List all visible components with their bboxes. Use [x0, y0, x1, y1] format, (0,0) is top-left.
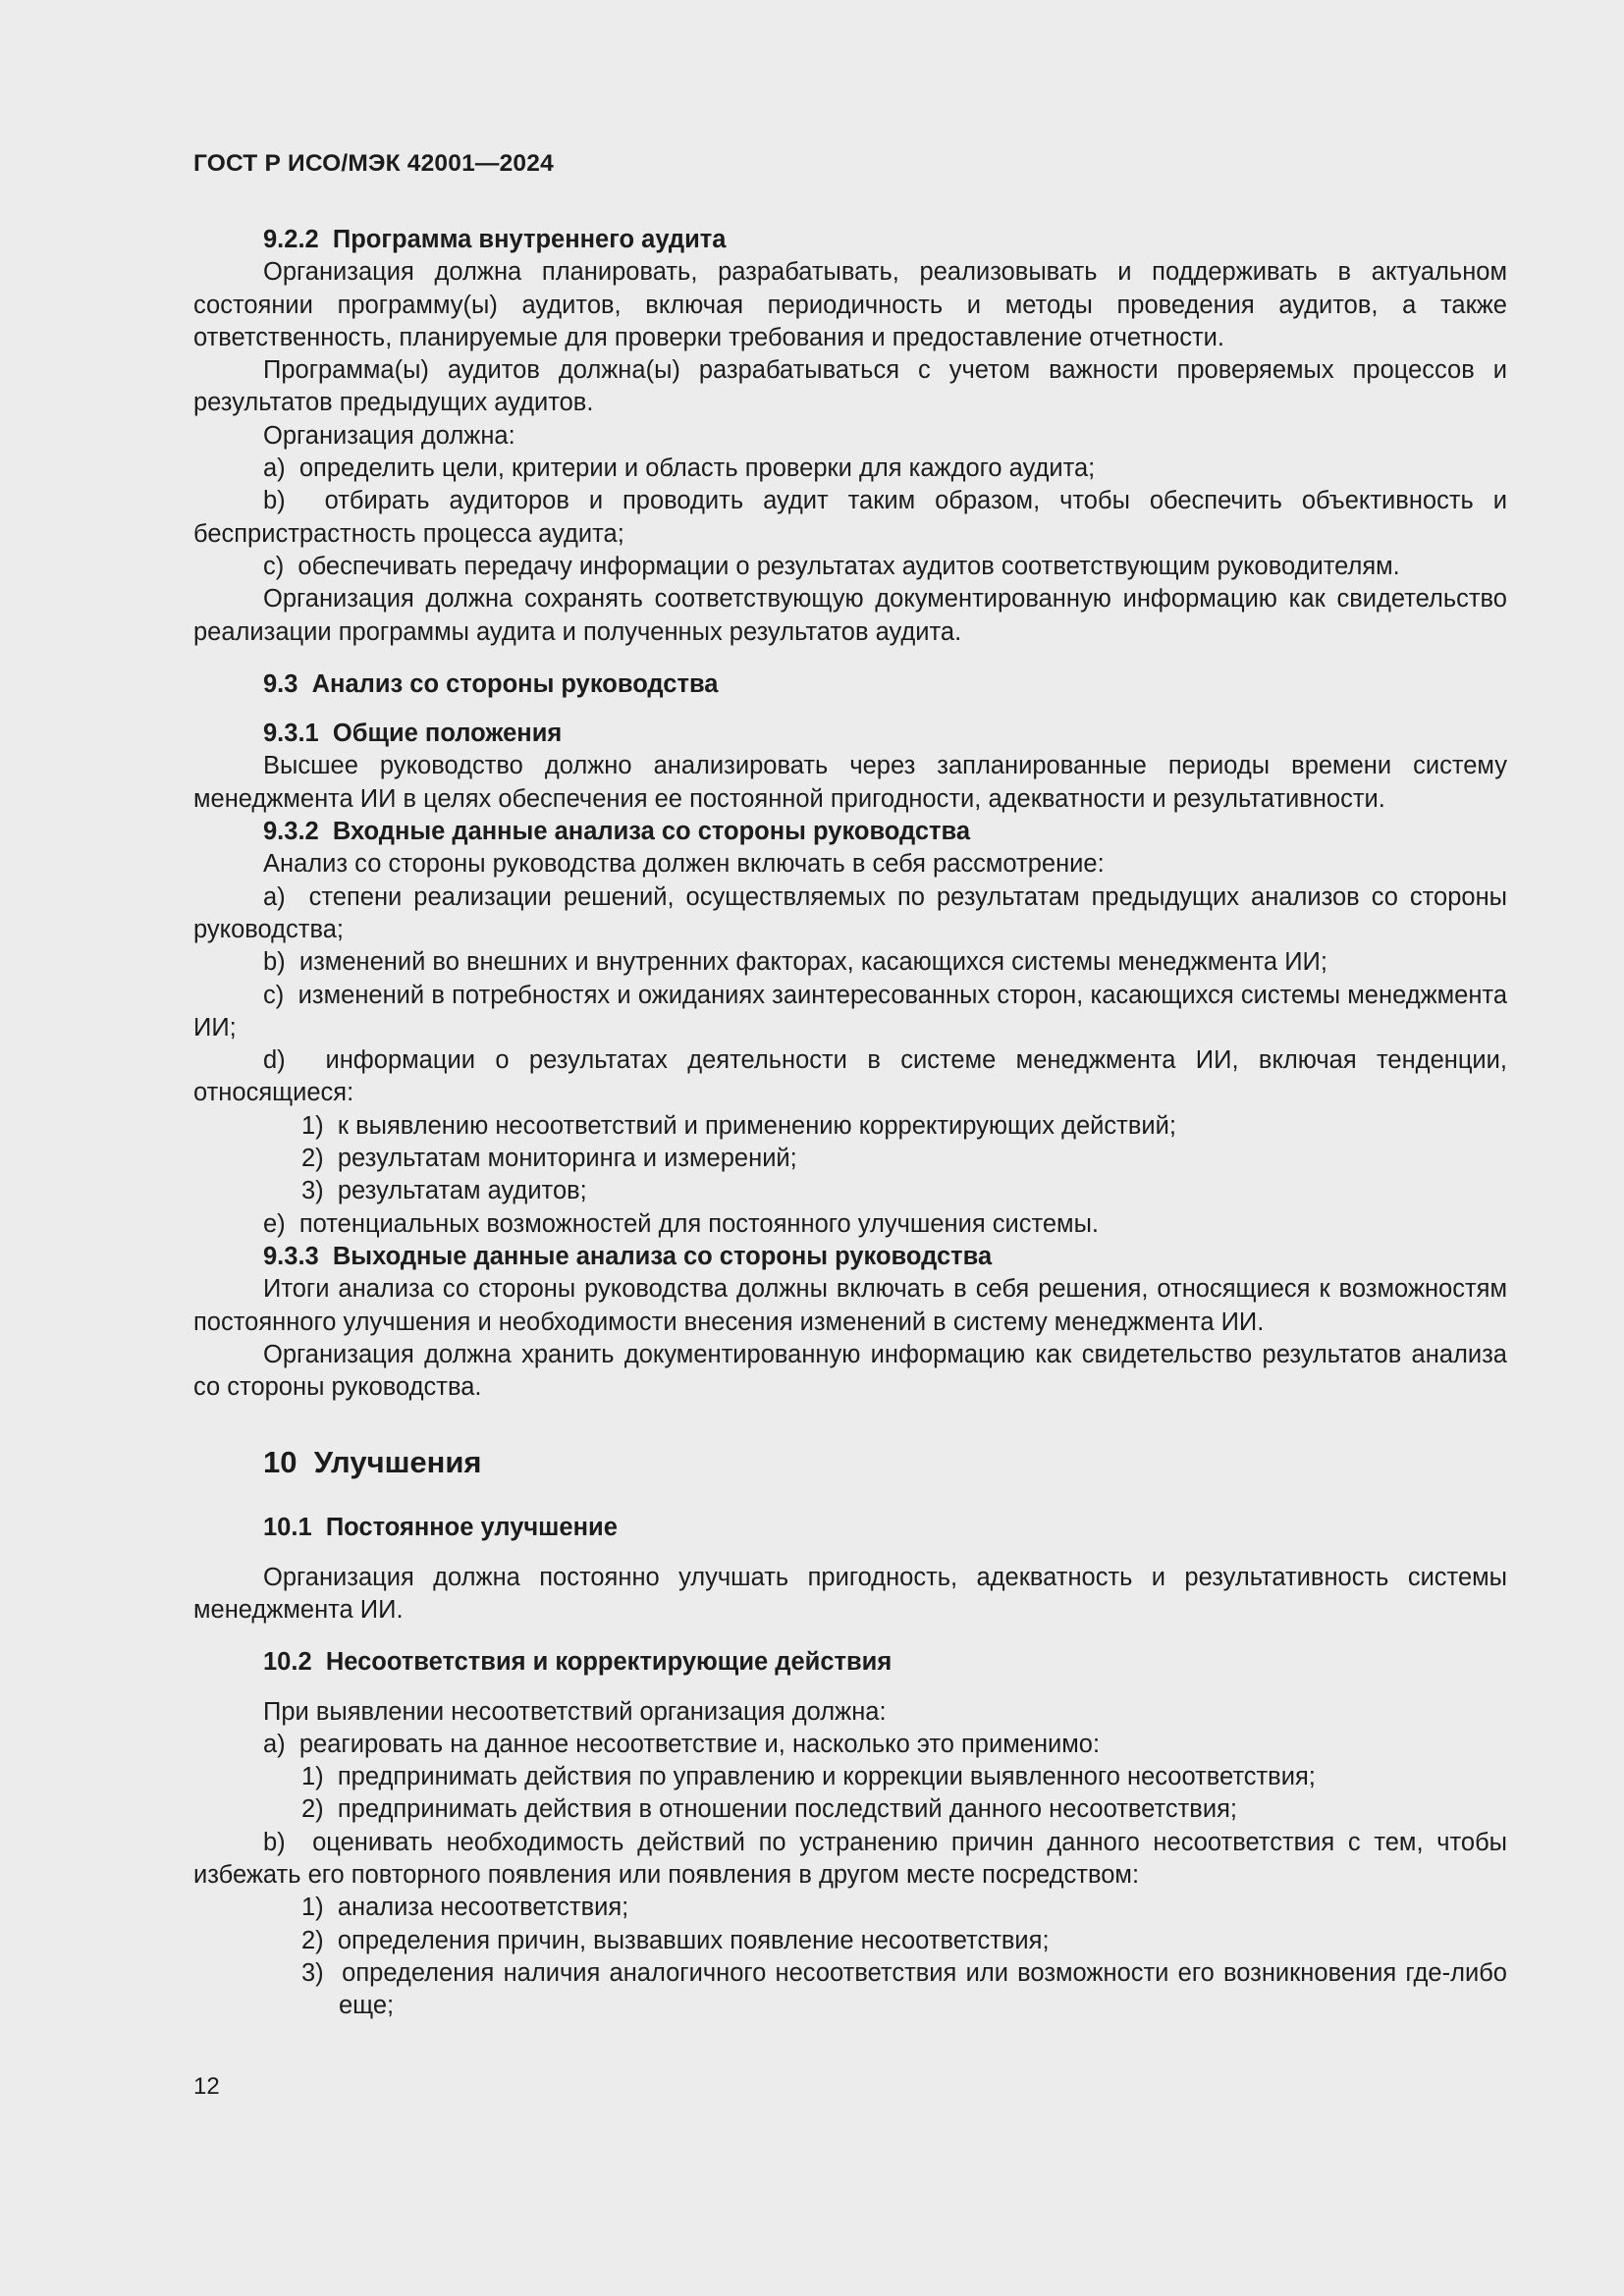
- heading-text: Общие положения: [332, 720, 563, 748]
- sub-list-item: [193, 1761, 1507, 1793]
- heading-text: Выходные данные анализа со стороны руководства: [332, 1242, 993, 1270]
- list-item: [193, 1827, 1507, 1893]
- list-item: [193, 980, 1507, 1045]
- list-marker: 3): [301, 1177, 324, 1205]
- heading-text: Постоянное улучшение: [325, 1514, 618, 1542]
- heading-text: Входные данные анализа со стороны руководства: [332, 818, 971, 846]
- paragraph: Организация должна постоянно улучшать пригодность, адекватность и результативность системы менеджмента ИИ.: [193, 1563, 1507, 1624]
- list-marker: 2): [301, 1926, 324, 1954]
- list-marker: 1): [301, 1111, 324, 1140]
- list-marker: a): [263, 1730, 286, 1758]
- list-marker: a): [263, 454, 286, 483]
- sub-list-item: [193, 1110, 1507, 1143]
- section-number: 10.2: [263, 1648, 312, 1677]
- list-item-text: реагировать на данное несоответствие и, насколько это применимо:: [298, 1730, 1101, 1758]
- list-item-text: анализа несоответствия;: [337, 1894, 629, 1922]
- section-heading: [193, 668, 1507, 701]
- heading-text: Программа внутреннего аудита: [332, 226, 727, 253]
- paragraph: Высшее руководство должно анализировать через запланированные периоды времени систему менеджмента ИИ в целях обеспечения ее постоянной пригодности, адекватности и результативности.: [193, 752, 1507, 813]
- list-item-text: результатам мониторинга и измерений;: [337, 1145, 797, 1173]
- section-number: 10.1: [263, 1514, 312, 1542]
- paragraph: Организация должна:: [263, 421, 515, 450]
- paragraph: Анализ со стороны руководства должен включать в себя рассмотрение:: [263, 850, 1105, 879]
- subsection-heading: [193, 718, 1507, 750]
- section-heading: [193, 1646, 1507, 1679]
- chapter-heading: [193, 1443, 1507, 1482]
- subsection-heading: [193, 1241, 1507, 1273]
- list-marker: b): [263, 948, 286, 977]
- list-item-text: степени реализации решений, осуществляемых по результатам предыдущих анализов со стороны руководства;: [193, 882, 1507, 943]
- list-item-text: определения наличия аналогичного несоответствия или возможности его возникновения где-либо еще;: [339, 1958, 1507, 2020]
- list-item-text: предпринимать действия по управлению и коррекции выявленного несоответствия;: [337, 1763, 1316, 1791]
- list-marker: e): [263, 1209, 286, 1238]
- list-marker: c): [263, 981, 285, 1009]
- subsection-heading: [193, 224, 1507, 256]
- list-marker: b): [263, 487, 286, 515]
- heading-text: Анализ со стороны руководства: [311, 669, 719, 698]
- paragraph: Программа(ы) аудитов должна(ы) разрабатываться с учетом важности проверяемых процессов и результатов предыдущих аудитов.: [193, 356, 1507, 417]
- list-item-text: определить цели, критерии и область проверки для каждого аудита;: [298, 454, 1096, 483]
- paragraph: Организация должна планировать, разрабатывать, реализовывать и поддерживать в актуальном состоянии программу(ы) аудитов, включая периодичность и методы проведения аудитов, а также ответственность, планируемые для проверки требования и предоставление отчетности.: [193, 258, 1507, 351]
- list-item-text: изменений в потребностях и ожиданиях заинтересованных сторон, касающихся системы менеджмента ИИ;: [193, 981, 1507, 1041]
- list-item: [193, 1729, 1507, 1761]
- document-body: [193, 224, 1507, 2023]
- section-number: 9.3: [263, 669, 298, 698]
- paragraph: Организация должна сохранять соответствующую документированную информацию как свидетельство реализации программы аудита и полученных результатов аудита.: [193, 585, 1507, 646]
- list-item-text: потенциальных возможностей для постоянного улучшения системы.: [298, 1209, 1099, 1238]
- list-item: [193, 551, 1507, 583]
- heading-text: Несоответствия и корректирующие действия: [325, 1648, 893, 1677]
- list-item-text: оценивать необходимость действий по устранению причин данного несоответствия с тем, чтобы избежать его повторного появления или появления в другом месте посредством:: [193, 1828, 1507, 1890]
- list-item-text: определения причин, вызвавших появление несоответствия;: [337, 1926, 1050, 1954]
- list-marker: 1): [301, 1763, 324, 1791]
- section-number: 9.3.3: [263, 1242, 319, 1270]
- subsection-heading: [193, 816, 1507, 848]
- list-marker: 2): [301, 1145, 324, 1173]
- paragraph: Организация должна хранить документированную информацию как свидетельство результатов анализа со стороны руководства.: [193, 1340, 1507, 1402]
- list-marker: 3): [301, 1958, 324, 1987]
- list-item-text: к выявлению несоответствий и применению корректирующих действий;: [337, 1111, 1176, 1140]
- sub-list-item: [193, 1925, 1507, 1957]
- list-marker: a): [263, 882, 286, 911]
- list-item: [193, 946, 1507, 979]
- page-number: 12: [193, 2073, 220, 2100]
- list-item-text: обеспечивать передачу информации о результатах аудитов соответствующим руководителям.: [298, 552, 1400, 580]
- sub-list-item: [193, 1793, 1507, 1826]
- list-item: [193, 881, 1507, 947]
- list-marker: c): [263, 552, 285, 580]
- section-number: 9.3.1: [263, 720, 319, 748]
- running-header: ГОСТ Р ИСО/МЭК 42001—2024: [193, 150, 554, 177]
- section-number: 9.3.2: [263, 818, 319, 846]
- paragraph: При выявлении несоответствий организация должна:: [263, 1697, 887, 1726]
- list-marker: b): [263, 1828, 286, 1856]
- list-marker: 1): [301, 1894, 324, 1922]
- list-item-text: изменений во внешних и внутренних факторах, касающихся системы менеджмента ИИ;: [298, 948, 1327, 977]
- sub-list-item: [193, 1175, 1507, 1207]
- section-number: 10: [263, 1445, 298, 1480]
- section-number: 9.2.2: [263, 226, 319, 253]
- list-item-text: отбирать аудиторов и проводить аудит таким образом, чтобы обеспечить объективность и беспристрастность процесса аудита;: [193, 487, 1508, 548]
- sub-list-item: [193, 1957, 1507, 2023]
- list-item: [193, 485, 1507, 551]
- list-item: [193, 453, 1507, 485]
- heading-text: Улучшения: [313, 1445, 482, 1480]
- list-item-text: предпринимать действия в отношении последствий данного несоответствия;: [337, 1795, 1237, 1824]
- list-marker: 2): [301, 1795, 324, 1824]
- paragraph: Итоги анализа со стороны руководства должны включать в себя решения, относящиеся к возможностям постоянного улучшения и необходимости внесения изменений в систему менеджмента ИИ.: [193, 1275, 1507, 1336]
- section-heading: [193, 1512, 1507, 1544]
- list-item: [193, 1208, 1507, 1241]
- list-item: [193, 1044, 1507, 1110]
- sub-list-item: [193, 1143, 1507, 1175]
- list-item-text: результатам аудитов;: [337, 1177, 587, 1205]
- list-marker: d): [263, 1046, 286, 1075]
- sub-list-item: [193, 1892, 1507, 1924]
- list-item-text: информации о результатах деятельности в системе менеджмента ИИ, включая тенденции, относящиеся:: [193, 1046, 1508, 1107]
